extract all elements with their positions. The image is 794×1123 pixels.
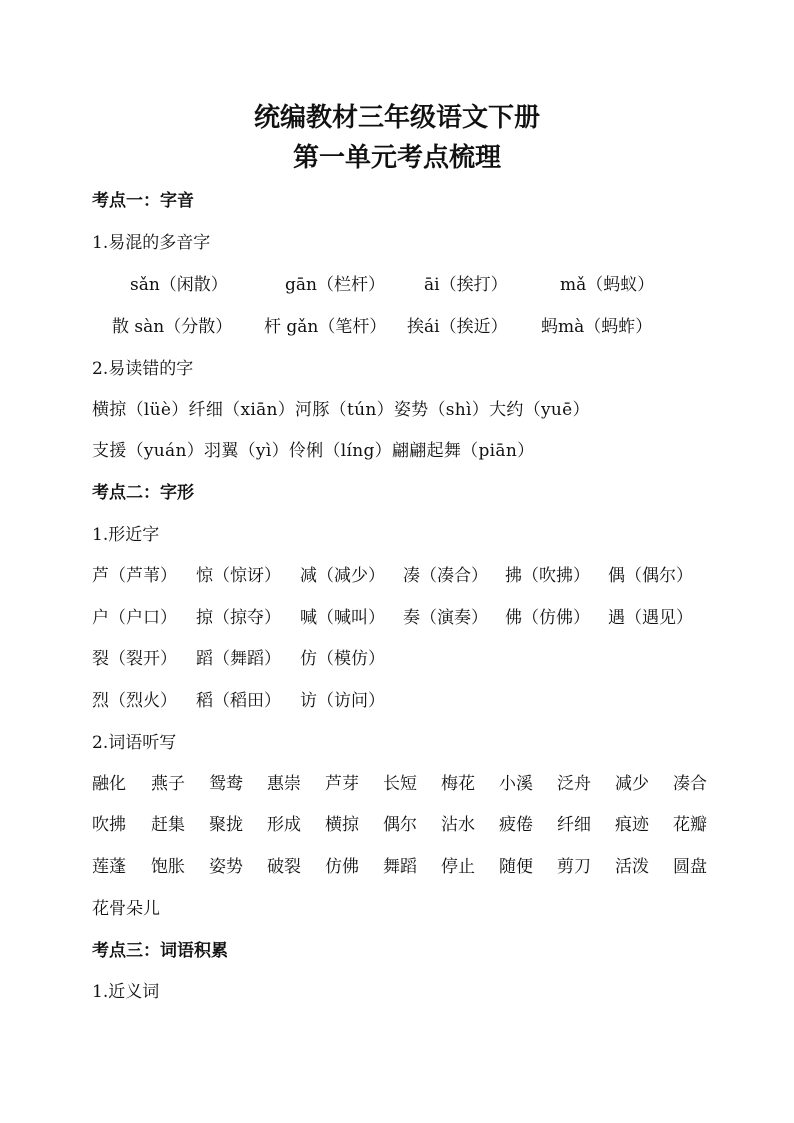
similar-row — [0, 689, 794, 713]
document-subtitle: 第一单元考点梳理 — [292, 143, 501, 173]
similar-row — [0, 564, 794, 588]
polyphonic-item: 蚂mà（蚂蚱） — [541, 317, 653, 337]
dictation-row — [0, 813, 794, 837]
polyphonic-item: mǎ（蚂蚁） — [560, 275, 655, 295]
dictation-word: 剪刀 — [557, 857, 591, 877]
dictation-word: 吹拂 — [92, 815, 126, 835]
dictation-word: 长短 — [383, 774, 417, 794]
polyphonic-item: gān（栏杆） — [285, 275, 385, 295]
similar-item: 喊（喊叫） — [300, 608, 385, 628]
subheading-synonyms: 1.近义词 — [92, 982, 160, 1002]
dictation-word: 泛舟 — [557, 774, 591, 794]
similar-item: 遇（遇见） — [608, 608, 693, 628]
similar-item: 裂（裂开） — [92, 649, 177, 669]
similar-item: 烈（烈火） — [92, 691, 177, 711]
dictation-word: 饱胀 — [151, 857, 185, 877]
subheading-misread: 2.易读错的字 — [92, 359, 194, 379]
section-heading-pronunciation: 考点一：字音 — [92, 191, 194, 211]
dictation-word: 纤细 — [557, 815, 591, 835]
dictation-word: 芦芽 — [325, 774, 359, 794]
similar-item: 佛（仿佛） — [505, 608, 590, 628]
dictation-word: 聚拢 — [209, 815, 243, 835]
similar-row — [0, 606, 794, 630]
similar-item: 凑（凑合） — [403, 566, 488, 586]
subheading-similar-characters: 1.形近字 — [92, 525, 160, 545]
dictation-word: 惠崇 — [267, 774, 301, 794]
dictation-word: 花骨朵儿 — [92, 899, 160, 919]
dictation-row — [0, 855, 794, 879]
dictation-word: 破裂 — [267, 857, 301, 877]
polyphonic-item: sǎn（闲散） — [130, 275, 228, 295]
dictation-word: 赶集 — [151, 815, 185, 835]
similar-item: 蹈（舞蹈） — [196, 649, 281, 669]
dictation-word: 减少 — [615, 774, 649, 794]
dictation-word: 偶尔 — [383, 815, 417, 835]
dictation-word: 活泼 — [615, 857, 649, 877]
dictation-word: 小溪 — [499, 774, 533, 794]
dictation-word: 随便 — [499, 857, 533, 877]
dictation-word: 形成 — [267, 815, 301, 835]
dictation-word: 停止 — [441, 857, 475, 877]
polyphonic-item: 杆 gǎn（笔杆） — [264, 317, 387, 337]
dictation-word: 圆盘 — [673, 857, 707, 877]
dictation-word: 鸳鸯 — [209, 774, 243, 794]
similar-item: 芦（芦苇） — [92, 566, 177, 586]
similar-item: 稻（稻田） — [196, 691, 281, 711]
dictation-word: 燕子 — [151, 774, 185, 794]
dictation-word: 痕迹 — [615, 815, 649, 835]
dictation-word: 沾水 — [441, 815, 475, 835]
similar-item: 减（减少） — [300, 566, 385, 586]
polyphonic-item: āi（挨打） — [424, 275, 508, 295]
polyphonic-row — [0, 315, 794, 339]
dictation-word: 梅花 — [441, 774, 475, 794]
dictation-word: 舞蹈 — [383, 857, 417, 877]
section-heading-vocabulary: 考点三：词语积累 — [92, 941, 228, 961]
similar-item: 惊（惊讶） — [196, 566, 281, 586]
dictation-word: 疲倦 — [499, 815, 533, 835]
similar-item: 访（访问） — [300, 691, 385, 711]
dictation-row — [0, 772, 794, 796]
subheading-polyphonic: 1.易混的多音字 — [92, 233, 211, 253]
similar-item: 掠（掠夺） — [196, 608, 281, 628]
dictation-word: 莲蓬 — [92, 857, 126, 877]
dictation-word: 凑合 — [673, 774, 707, 794]
similar-item: 拂（吹拂） — [505, 566, 590, 586]
polyphonic-item: 挨ái（挨近） — [407, 317, 508, 337]
section-heading-character-form: 考点二：字形 — [92, 483, 194, 503]
subheading-dictation: 2.词语听写 — [92, 733, 177, 753]
polyphonic-item: 散 sàn（分散） — [112, 317, 233, 337]
dictation-word: 姿势 — [209, 857, 243, 877]
similar-row — [0, 647, 794, 671]
dictation-word: 融化 — [92, 774, 126, 794]
dictation-word: 横掠 — [325, 815, 359, 835]
similar-item: 奏（演奏） — [403, 608, 488, 628]
dictation-word: 花瓣 — [673, 815, 707, 835]
document-title: 统编教材三年级语文下册 — [253, 103, 540, 133]
dictation-word: 仿佛 — [325, 857, 359, 877]
similar-item: 户（户口） — [92, 608, 177, 628]
similar-item: 仿（模仿） — [300, 649, 385, 669]
misread-line: 横掠（lüè）纤细（xiān）河豚（tún）姿势（shì）大约（yuē） — [92, 400, 590, 420]
misread-line: 支援（yuán）羽翼（yì）伶俐（líng）翩翩起舞（piān） — [92, 441, 535, 461]
polyphonic-row — [0, 273, 794, 297]
similar-item: 偶（偶尔） — [608, 566, 693, 586]
